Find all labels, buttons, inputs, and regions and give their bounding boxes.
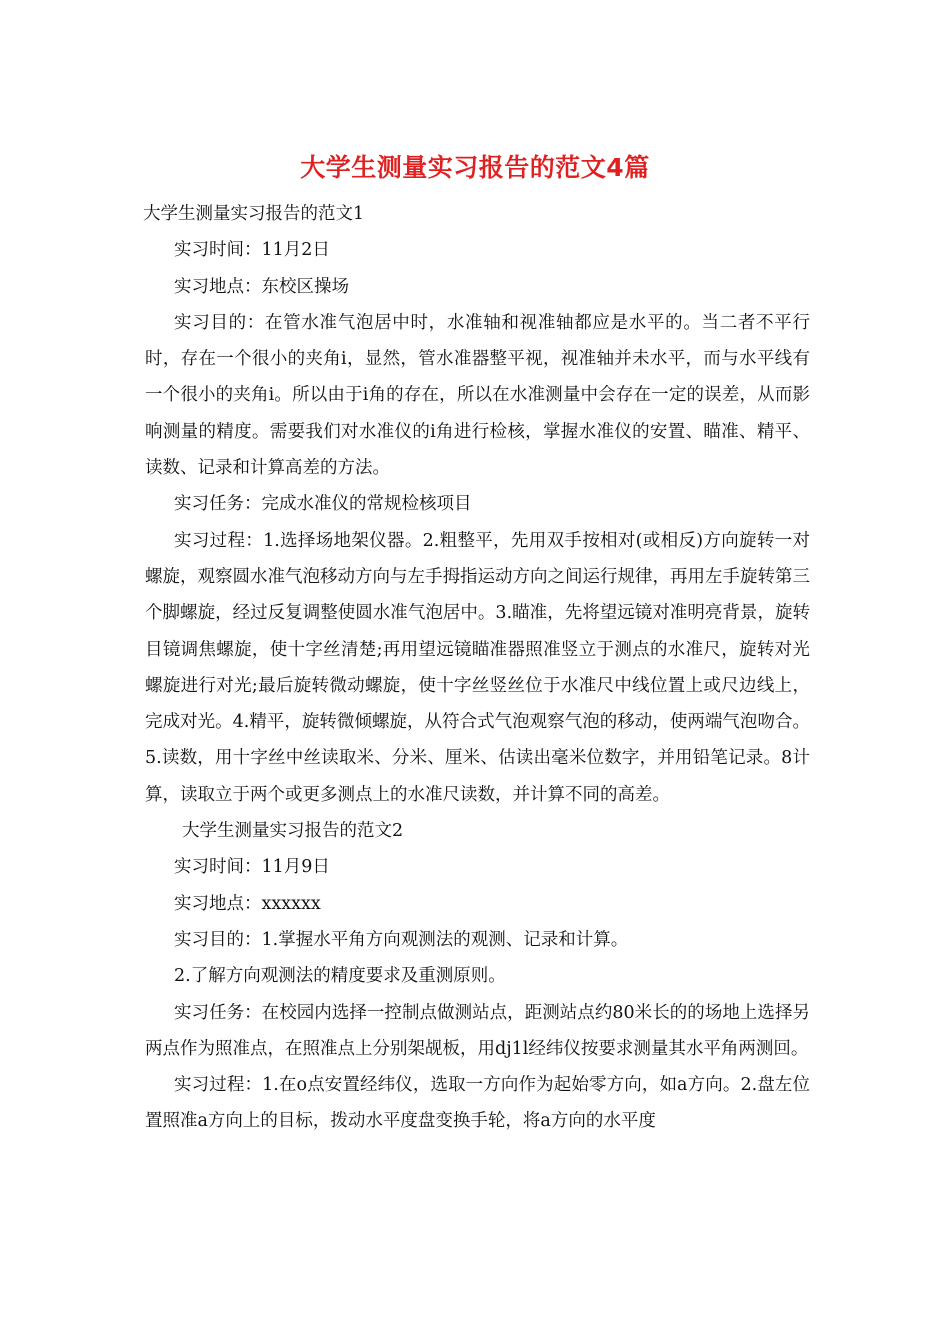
paragraph-time-2: 实习时间：11月9日 xyxy=(174,857,330,878)
paragraph-purpose-2-item-2: 2.了解方向观测法的精度要求及重测原则。 xyxy=(174,966,506,987)
paragraph-location-1: 实习地点：东校区操场 xyxy=(174,276,349,297)
section-heading-2: 大学生测量实习报告的范文2 xyxy=(182,821,404,842)
paragraph-time-1: 实习时间：11月2日 xyxy=(174,240,330,261)
section-heading-1: 大学生测量实习报告的范文1 xyxy=(143,204,365,224)
paragraph-location-2: 实习地点：xxxxxx xyxy=(174,893,321,914)
paragraph-task-2: 实习任务：在校园内选择一控制点做测站点，距测站点约80米长的的场地上选择另两点作为照准点，在照准点上分别架觇板，用dj1l经纬仪按要求测量其水平角两测回。 xyxy=(145,1002,810,1059)
document-title: 大学生测量实习报告的范文4篇 xyxy=(300,153,650,182)
paragraph-task-1: 实习任务：完成水准仪的常规检核项目 xyxy=(174,494,472,515)
paragraph-purpose-2: 实习目的：1.掌握水平角方向观测法的观测、记录和计算。 xyxy=(174,929,629,950)
paragraph-process-2: 实习过程：1.在o点安置经纬仪，选取一方向作为起始零方向，如a方向。2.盘左位置照准a方向上的目标，拨动水平度盘变换手轮，将a方向的水平度 xyxy=(145,1075,810,1132)
paragraph-process-1: 实习过程：1.选择场地架仪器。2.粗整平，先用双手按相对(或相反)方向旋转一对螺旋，观察圆水准气泡移动方向与左手拇指运动方向之间运行规律，再用左手旋转第三个脚螺旋，经过反复调整使圆水准气泡居中。3.瞄准，先将望远镜对准明亮背景，旋转目镜调焦螺旋，使十字丝清楚;再用望远镜瞄准器照准竖立于测点的水准尺，旋转对光螺旋进行对光;最后旋转微动螺旋，使十字丝竖丝位于水准尺中线位置上或尺边线上，完成对光。4.精平，旋转微倾螺旋，从符合式气泡观察气泡的移动，使两端气泡吻合。5.读数，用十字丝中丝读取米、分米、厘米、估读出毫米位数字，并用铅笔记录。8计算，读取立于两个或更多测点上的水准尺读数，并计算不同的高差。 xyxy=(145,530,810,805)
document-body xyxy=(145,196,810,1140)
paragraph-purpose-1: 实习目的：在管水准气泡居中时，水准轴和视准轴都应是水平的。当二者不平行时，存在一个很小的夹角i，显然，管水准器整平视，视准轴并未水平，而与水平线有一个很小的夹角i。所以由于i角的存在，所以在水准测量中会存在一定的误差，从而影响测量的精度。需要我们对水准仪的i角进行检核，掌握水准仪的安置、瞄准、精平、读数、记录和计算高差的方法。 xyxy=(145,312,810,479)
